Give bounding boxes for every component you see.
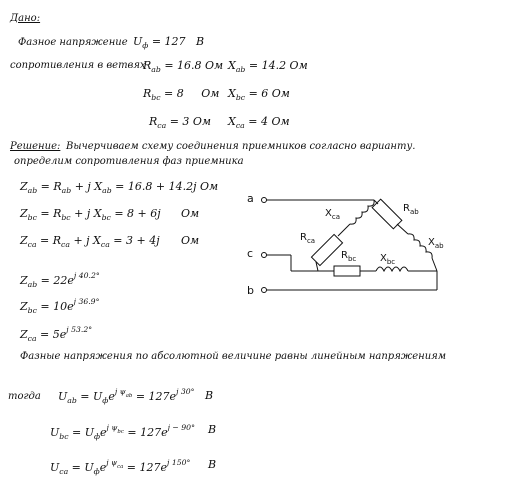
node-c-label: c bbox=[247, 247, 254, 260]
phase-abs-text: Фазные напряжения по абсолютной величине равны линейным напряжениям bbox=[20, 351, 447, 362]
label-x-ca: $X_{ca}$ bbox=[325, 208, 340, 221]
label-x-ab: $X_{ab}$ bbox=[428, 237, 444, 250]
node-b-label: b bbox=[247, 284, 254, 297]
inductor-x-bc bbox=[376, 267, 408, 271]
resistance-label: сопротивления в ветвях bbox=[10, 60, 146, 71]
z-ab-polar: $Z_{ab} = 22e^{j 40.2^\circ}$ bbox=[20, 271, 100, 289]
resistor-r-bc bbox=[334, 266, 360, 276]
label-r-ab: $R_{ab}$ bbox=[403, 203, 419, 216]
terminal-a bbox=[262, 198, 267, 203]
u-bc-unit: В bbox=[208, 423, 217, 436]
u-ca-unit: В bbox=[208, 458, 217, 471]
r-ab-given: $R_{ab} = 16.8$ Ом bbox=[143, 59, 224, 74]
x-ca-given: $X_{ca} = 4$ Ом bbox=[228, 115, 290, 130]
label-r-ca: $R_{ca}$ bbox=[300, 232, 316, 245]
z-ca-formula: $Z_{ca} = R_{ca} + j$ $X_{ca} = 3 + 4j$ bbox=[20, 234, 160, 249]
u-ab-unit: В bbox=[205, 389, 214, 402]
solution-heading: Решение: bbox=[10, 141, 61, 152]
label-r-bc: $R_{bc}$ bbox=[341, 250, 357, 263]
r-ca-given: $R_{ca} = 3$ Ом bbox=[149, 115, 212, 130]
then-text: тогда bbox=[8, 391, 41, 402]
inductor-x-ca bbox=[350, 200, 374, 224]
z-ca-unit: Ом bbox=[181, 234, 200, 247]
z-bc-formula: $Z_{bc} = R_{bc} + j$ $X_{bc} = 8 + 6j$ bbox=[20, 207, 161, 222]
u-ca-formula: $U_{ca} = U_фe^{j \psi_{ca}} = 127e^{j 150^\circ}$ bbox=[50, 458, 191, 476]
u-bc-formula: $U_{bc} = U_фe^{j \psi_{bc}} = 127e^{j - 90^\circ}$ bbox=[50, 423, 195, 441]
determine-text: определим сопротивления фаз приемника bbox=[14, 156, 244, 167]
terminal-b bbox=[262, 288, 267, 293]
terminal-c bbox=[262, 253, 267, 258]
given-heading: Дано: bbox=[10, 13, 41, 24]
resistor-r-ca bbox=[311, 234, 342, 265]
phase-voltage-label: Фазное напряжение bbox=[18, 37, 128, 48]
z-bc-polar: $Z_{bc} = 10e^{j 36.9^\circ}$ bbox=[20, 297, 100, 315]
solution-intro: Вычерчиваем схему соединения приемников согласно варианту. bbox=[66, 141, 416, 152]
label-x-bc: $X_{bc}$ bbox=[380, 253, 396, 266]
z-ca-polar: $Z_{ca} = 5e^{j 53.2^\circ}$ bbox=[20, 325, 93, 343]
x-bc-given: $X_{bc} = 6$ Ом bbox=[228, 87, 290, 102]
node-a-label: a bbox=[247, 192, 254, 205]
x-ab-given: $X_{ab} = 14.2$ Ом bbox=[228, 59, 308, 74]
u-ab-formula: $U_{ab} = U_фe^{j \psi_{ab}} = 127e^{j 30^\circ}$ bbox=[58, 387, 195, 405]
r-bc-given: $R_{bc} = 8$ Ом bbox=[143, 87, 220, 102]
phase-voltage-value: $U_ф = 127$ В bbox=[133, 35, 205, 50]
z-ab-formula: $Z_{ab} = R_{ab} + j$ $X_{ab} = 16.8 + 14.2j$ Ом bbox=[20, 180, 219, 195]
z-bc-unit: Ом bbox=[181, 207, 200, 220]
